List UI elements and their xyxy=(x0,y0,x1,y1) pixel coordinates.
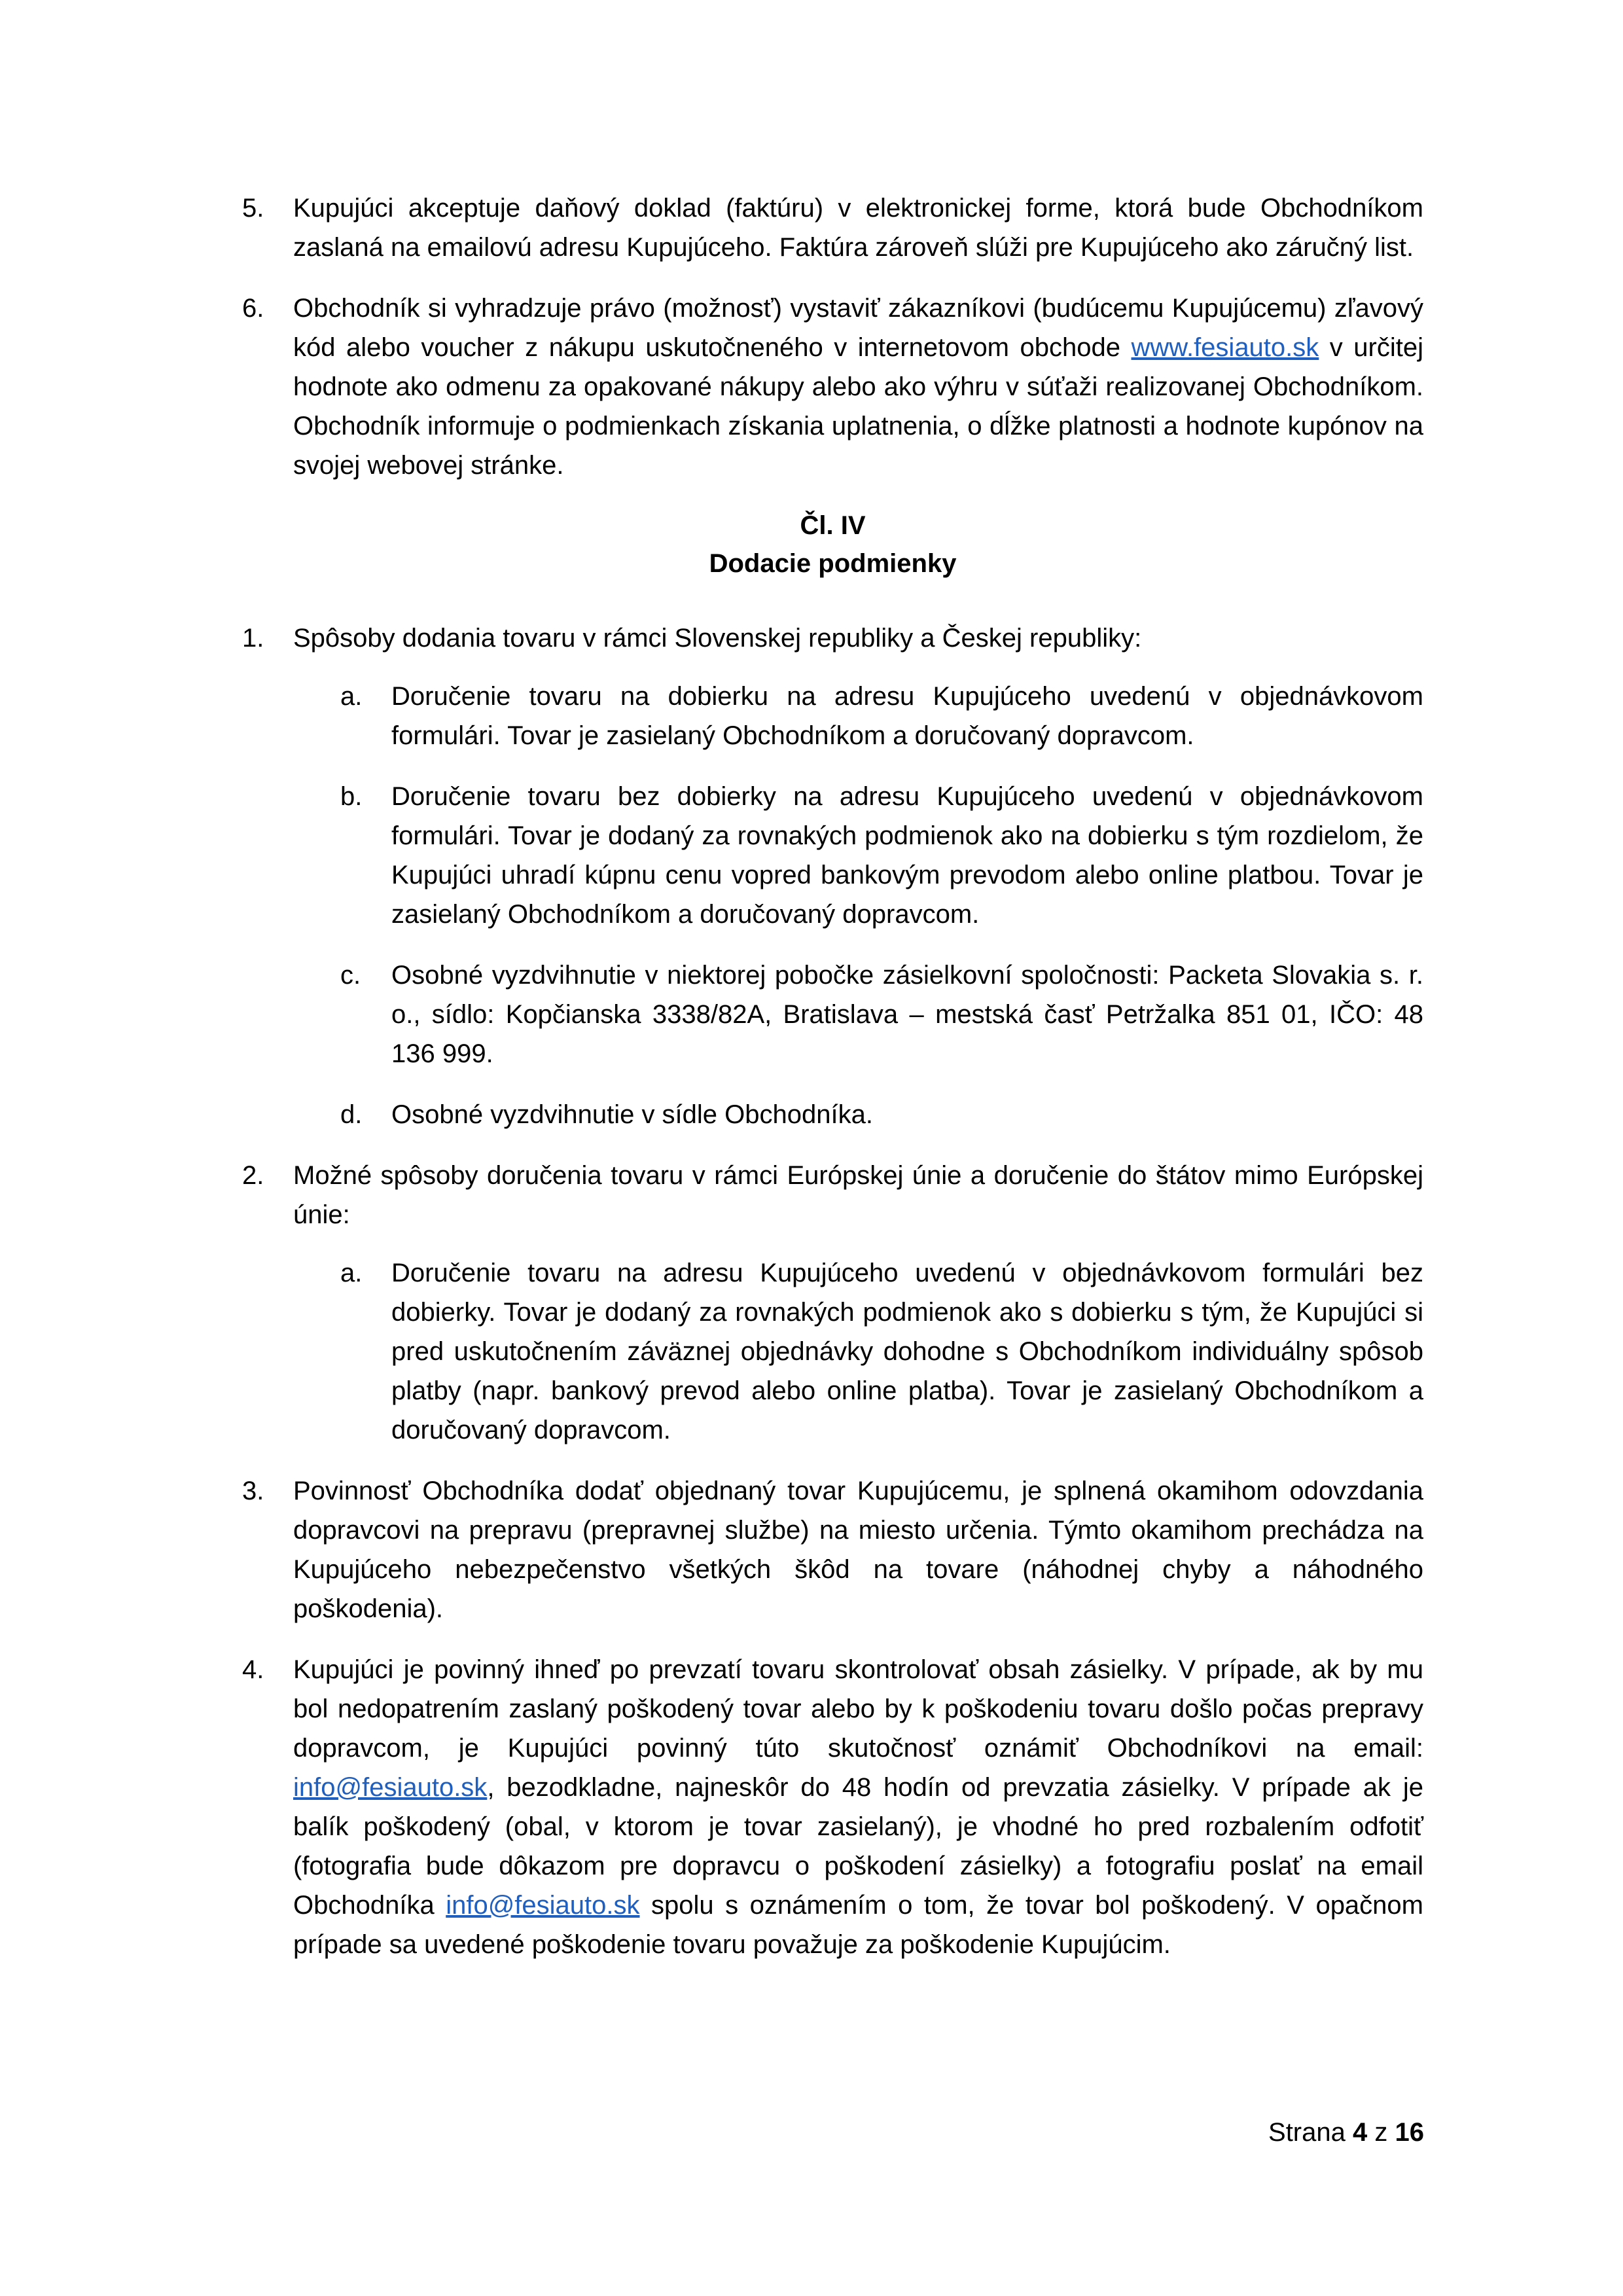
page-footer xyxy=(1268,2113,1424,2152)
item-text: Obchodník si vyhradzuje právo (možnosť) vystaviť zákazníkovi (budúcemu Kupujúcemu) zľavový kód alebo voucher z nákupu uskutočneného v internetovom obchode xyxy=(293,294,1423,362)
item-number: 4. xyxy=(242,1655,264,1684)
sub-item-text: Osobné vyzdvihnutie v niektorej pobočke zásielkovní spoločnosti: Packeta Slovakia s. r. o., sídlo: Kopčianska 3338/82A, Bratislava – mestská časť Petržalka 851 01, IČO: 48 136 999. xyxy=(391,961,1423,1068)
list-item-2 xyxy=(242,1156,1423,1234)
list-item-3 xyxy=(242,1471,1423,1628)
current-page-number: 4 xyxy=(1353,2118,1368,2147)
sub-item-a xyxy=(242,677,1423,755)
sub-item-letter: c. xyxy=(340,961,361,990)
item-text: Možné spôsoby doručenia tovaru v rámci Európskej únie a doručenie do štátov mimo Európskej únie: xyxy=(293,1161,1423,1229)
item-text: Kupujúci je povinný ihneď po prevzatí tovaru skontrolovať obsah zásielky. V prípade, ak by mu bol nedopatrením zaslaný poškodený tovar alebo by k poškodeniu tovaru došlo počas prepravy dopravcom, je Kupujúci povinný túto skutočnosť oznámiť Obchodníkovi na email: xyxy=(293,1655,1423,1763)
sub-item-b xyxy=(242,777,1423,934)
article-heading xyxy=(242,507,1423,583)
item-text: Povinnosť Obchodníka dodať objednaný tovar Kupujúcemu, je splnená okamihom odovzdania dopravcovi na prepravu (prepravnej službe) na miesto určenia. Týmto okamihom prechádza na Kupujúceho nebezpečenstvo všetkých škôd na tovare (náhodnej chyby a náhodného poškodenia). xyxy=(293,1477,1423,1623)
total-page-count: 16 xyxy=(1395,2118,1424,2147)
sub-item-letter: a. xyxy=(340,682,363,711)
article-title: Dodacie podmienky xyxy=(709,549,957,578)
sub-item-letter: a. xyxy=(340,1259,363,1287)
item-text: spolu s oznámením o tom, že tovar bol poškodený. V opačnom prípade sa uvedené poškodenie tovaru považuje za poškodenie Kupujúcim. xyxy=(293,1891,1423,1959)
sub-item-text: Doručenie tovaru na dobierku na adresu Kupujúceho uvedenú v objednávkovom formulári. Tovar je zasielaný Obchodníkom a doručovaný dopravcom. xyxy=(391,682,1423,750)
article-number: Čl. IV xyxy=(800,511,866,540)
sub-item-a xyxy=(242,1253,1423,1450)
sub-item-letter: b. xyxy=(340,782,363,811)
list-item-4 xyxy=(242,1650,1423,1964)
sub-item-text: Osobné vyzdvihnutie v sídle Obchodníka. xyxy=(391,1100,873,1129)
sub-list-2 xyxy=(242,1253,1423,1450)
sub-item-letter: d. xyxy=(340,1100,363,1129)
list-item-6 xyxy=(242,289,1423,485)
list-item-5 xyxy=(242,188,1423,267)
item-text: Spôsoby dodania tovaru v rámci Slovenskej republiky a Českej republiky: xyxy=(293,624,1142,653)
sub-item-text: Doručenie tovaru bez dobierky na adresu Kupujúceho uvedenú v objednávkovom formulári. Tovar je dodaný za rovnakých podmienok ako na dobierku s tým rozdielom, že Kupujúci uhradí kúpnu cenu vopred bankovým prevodom alebo online platbou. Tovar je zasielaný Obchodníkom a doručovaný dopravcom. xyxy=(391,782,1423,929)
email-link[interactable]: info@fesiauto.sk xyxy=(446,1891,640,1920)
sub-item-d xyxy=(242,1095,1423,1134)
list-item-1 xyxy=(242,619,1423,658)
item-text: v určitej hodnote ako odmenu za opakované nákupy alebo ako výhru v súťaži realizovanej Obchodníkom. Obchodník informuje o podmienkach získania uplatnenia, o dĺžke platnosti a hodnote kupónov na svojej webovej stránke. xyxy=(293,333,1423,480)
item-number: 5. xyxy=(242,194,264,223)
page-label: Strana xyxy=(1268,2118,1346,2147)
item-number: 6. xyxy=(242,294,264,323)
sub-item-text: Doručenie tovaru na adresu Kupujúceho uvedenú v objednávkovom formulári bez dobierky. Tovar je dodaný za rovnakých podmienok ako s dobierku s tým, že Kupujúci si pred uskutočnením záväznej objednávky dohodne s Obchodníkom individuálny spôsob platby (napr. bankový prevod alebo online platba). Tovar je zasielaný Obchodníkom a doručovaný dopravcom. xyxy=(391,1259,1423,1444)
item-number: 3. xyxy=(242,1477,264,1505)
sub-list-1 xyxy=(242,677,1423,1134)
item-text: Kupujúci akceptuje daňový doklad (faktúru) v elektronickej forme, ktorá bude Obchodníkom zaslaná na emailovú adresu Kupujúceho. Faktúra zároveň slúži pre Kupujúceho ako záručný list. xyxy=(293,194,1423,262)
page-separator: z xyxy=(1374,2118,1388,2147)
sub-item-c xyxy=(242,956,1423,1073)
document-body xyxy=(242,188,1423,1986)
item-number: 1. xyxy=(242,624,264,653)
item-text: , bezodkladne, najneskôr do 48 hodín od prevzatia zásielky. V prípade ak je balík poškodený (obal, v ktorom je tovar zasielaný), je vhodné ho pred rozbalením odfotiť (fotografia bude dôkazom pre dopravcu o poškodení zásielky) a fotografiu poslať na email Obchodníka xyxy=(293,1773,1423,1920)
website-link[interactable]: www.fesiauto.sk xyxy=(1131,333,1319,362)
email-link[interactable]: info@fesiauto.sk xyxy=(293,1773,488,1802)
item-number: 2. xyxy=(242,1161,264,1190)
